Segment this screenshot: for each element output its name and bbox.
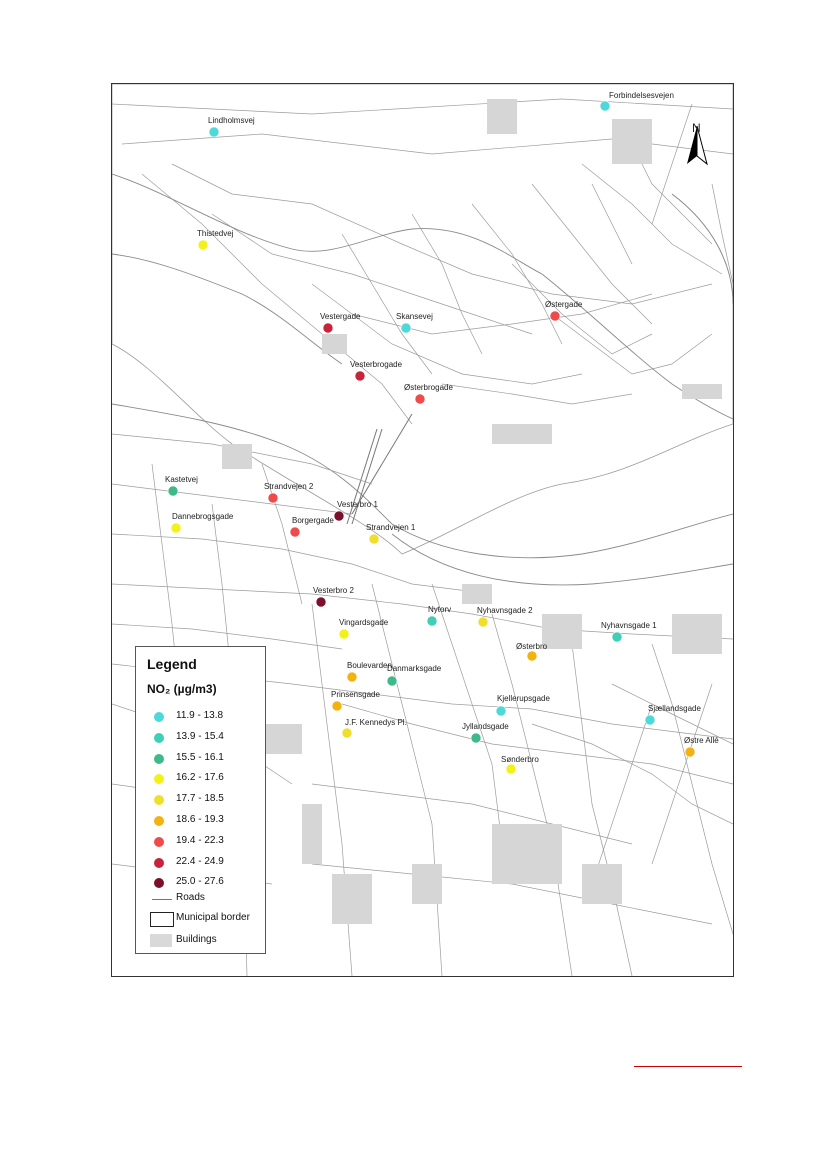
station-marker <box>339 629 349 639</box>
station-label: J.F. Kennedys Pl. <box>345 718 407 727</box>
legend-class-row <box>144 855 264 871</box>
legend-roads-row <box>144 891 264 907</box>
station-label: Boulevarden <box>347 661 392 670</box>
station-label: Strandvejen 2 <box>264 482 314 491</box>
legend-roads-label: Roads <box>176 892 205 903</box>
station-label: Skansevej <box>396 312 433 321</box>
station-marker <box>506 764 516 774</box>
legend-border-row <box>144 911 264 927</box>
station-label: Vesterbrogade <box>350 360 403 369</box>
legend-title: Legend <box>147 656 197 672</box>
legend-class-row <box>144 875 264 891</box>
legend-class-row <box>144 834 264 850</box>
station-marker <box>369 534 379 544</box>
station-label: Danmarksgade <box>387 664 442 673</box>
station-label: Østre Allé <box>684 736 719 745</box>
legend-class-dot <box>154 878 164 888</box>
station-label: Østergade <box>545 300 583 309</box>
legend-class-row <box>144 751 264 767</box>
station-label: Kastetvej <box>165 475 198 484</box>
north-arrow-label: N <box>692 121 701 135</box>
legend-buildings-row <box>144 933 264 949</box>
station-label: Vingardsgade <box>339 618 389 627</box>
legend-class-dot <box>154 733 164 743</box>
station-label: Prinsensgade <box>331 690 380 699</box>
station-marker <box>355 371 365 381</box>
station-marker <box>415 394 425 404</box>
legend-class-row <box>144 792 264 808</box>
building-symbol <box>150 934 172 947</box>
station-marker <box>600 101 610 111</box>
legend-class-dot <box>154 712 164 722</box>
legend-class-label: 17.7 - 18.5 <box>176 793 224 805</box>
station-label: Nyhavnsgade 2 <box>477 606 533 615</box>
border-symbol <box>150 912 174 927</box>
legend-class-label: 25.0 - 27.6 <box>176 876 224 888</box>
station-marker <box>171 523 181 533</box>
station-marker <box>550 311 560 321</box>
station-marker <box>290 527 300 537</box>
legend-class-dot <box>154 816 164 826</box>
station-label: Sønderbro <box>501 755 539 764</box>
legend-class-label: 22.4 - 24.9 <box>176 855 224 867</box>
station-label: Strandvejen 1 <box>366 523 416 532</box>
station-label: Østerbrogade <box>404 383 453 392</box>
station-marker <box>496 706 506 716</box>
station-label: Lindholmsvej <box>208 116 255 125</box>
station-marker <box>332 701 342 711</box>
station-label: Vesterbro 1 <box>337 500 378 509</box>
station-marker <box>268 493 278 503</box>
station-marker <box>334 511 344 521</box>
station-label: Dannebrogsgade <box>172 512 234 521</box>
station-marker <box>209 127 219 137</box>
station-marker <box>323 323 333 333</box>
station-marker <box>685 747 695 757</box>
legend-buildings-label: Buildings <box>176 934 217 945</box>
legend-class-row <box>144 771 264 787</box>
station-marker <box>478 617 488 627</box>
station-label: Jyllandsgade <box>462 722 509 731</box>
legend-class-row <box>144 813 264 829</box>
station-marker <box>387 676 397 686</box>
station-marker <box>645 715 655 725</box>
legend-class-label: 13.9 - 15.4 <box>176 730 224 742</box>
legend-class-label: 15.5 - 16.1 <box>176 751 224 763</box>
legend-class-label: 18.6 - 19.3 <box>176 814 224 825</box>
station-marker <box>198 240 208 250</box>
legend-subtitle: NO₂ (µg/m3) <box>147 682 217 696</box>
legend-class-dot <box>154 754 164 764</box>
station-label: Østerbro <box>516 642 548 651</box>
road-line-symbol <box>152 899 172 900</box>
station-marker <box>527 651 537 661</box>
station-label: Borgergade <box>292 516 334 525</box>
legend-class-label: 16.2 - 17.6 <box>176 772 224 784</box>
station-label: Nyhavnsgade 1 <box>601 621 657 630</box>
station-label: Vesterbro 2 <box>313 586 354 595</box>
legend-class-row <box>144 730 264 746</box>
legend-border-label: Municipal border <box>176 912 250 923</box>
legend-class-dot <box>154 837 164 847</box>
legend-class-label: 11.9 - 13.8 <box>176 710 224 721</box>
station-marker <box>401 323 411 333</box>
station-label: Sjællandsgade <box>648 704 701 713</box>
station-marker <box>612 632 622 642</box>
legend <box>135 646 266 954</box>
station-marker <box>316 597 326 607</box>
station-marker <box>471 733 481 743</box>
legend-class-dot <box>154 858 164 868</box>
legend-class-dot <box>154 774 164 784</box>
station-label: Forbindelsesvejen <box>609 91 674 100</box>
legend-class-row <box>144 709 264 725</box>
station-label: Kjellerupsgade <box>497 694 550 703</box>
station-label: Thistedvej <box>197 229 234 238</box>
station-marker <box>347 672 357 682</box>
station-marker <box>342 728 352 738</box>
station-label: Nytorv <box>428 605 452 614</box>
station-label: Vestergade <box>320 312 361 321</box>
station-marker <box>427 616 437 626</box>
station-marker <box>168 486 178 496</box>
legend-class-dot <box>154 795 164 805</box>
footer-link-underline <box>634 1066 742 1067</box>
legend-class-label: 19.4 - 22.3 <box>176 834 224 846</box>
